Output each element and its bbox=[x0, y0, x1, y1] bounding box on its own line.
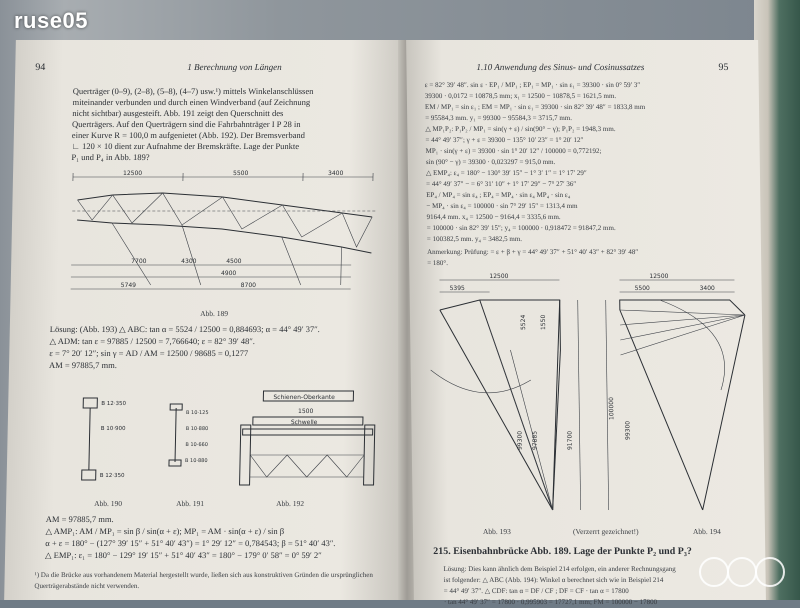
section-label: B 10·880 bbox=[186, 426, 209, 432]
dim-label: 12500 bbox=[489, 273, 508, 280]
section-label: B 10·900 bbox=[101, 426, 126, 432]
text-line: 39300 · 0,0172 = 10878,5 mm; x₁ = 12500 − 10878,5 = 1621,5 mm. bbox=[425, 91, 616, 102]
section-label: B 10·125 bbox=[186, 410, 209, 416]
text-line: = 44° 49′ 37″; γ + ε = 39300 − 135° 10′ 23″ = 1° 20′ 12″ bbox=[425, 135, 583, 146]
text-line: = 44° 49′ 37″ − = 6° 31′ 10″ + 1° 17′ 29″ − 7° 27′ 36″ bbox=[426, 179, 576, 190]
left-page bbox=[4, 40, 411, 600]
figure-193-geometry bbox=[419, 270, 597, 520]
text-line: = 100382,5 mm. y₄ = 3482,5 mm. bbox=[427, 234, 522, 245]
text-line: miteinander verbunden und durch einen Windverband (auf Zeichnung bbox=[72, 97, 310, 108]
exercise-heading: 215. Eisenbahnbrücke Abb. 189. Lage der Punkte P₂ und P₃? bbox=[433, 546, 692, 557]
section-label: B 10·880 bbox=[185, 458, 208, 464]
dim-label: 5500 bbox=[233, 170, 249, 177]
dim-label: 5524 bbox=[520, 315, 527, 330]
dim-label: 4500 bbox=[226, 258, 242, 265]
text-line: Lösung: (Abb. 193) △ ABC: tan α = 5524 / 12500 = 0,884693; α = 44° 49′ 37″. bbox=[50, 324, 320, 335]
left-page-number: 94 bbox=[35, 62, 45, 73]
dim-label: 12500 bbox=[123, 170, 142, 177]
text-line: AM = 97885,7 mm. bbox=[49, 360, 117, 371]
text-line: ∟ 120 × 10 dient zur Aufnahme der Bremskräfte. Lage der Punkte bbox=[72, 141, 300, 152]
fig192-label: 1500 bbox=[298, 408, 314, 415]
fig192-label: Schienen-Oberkante bbox=[273, 394, 335, 401]
figure-caption: Abb. 192 bbox=[276, 498, 304, 509]
right-page-number: 95 bbox=[718, 62, 728, 73]
text-line: EP₄ / MP₄ = sin ε₄ ; EP₄ = MP₄ · sin ε₄ MP₄ · sin ε₄ bbox=[426, 190, 570, 201]
dim-label: 99300 bbox=[624, 421, 631, 440]
dim-label: 5500 bbox=[635, 285, 651, 292]
text-line: EM / MP₁ = sin ε₁ ; EM = MP₁ · sin ε₁ = 39300 · sin 82° 39′ 48″ = 1833,8 mm bbox=[425, 102, 645, 113]
dim-label: 1550 bbox=[540, 315, 547, 330]
dim-label: 100000 bbox=[608, 397, 615, 420]
dim-label: 4900 bbox=[221, 270, 237, 277]
text-line: △ ADM: tan ε = 97885 / 12500 = 7,766640; ε = 82° 39′ 48″. bbox=[49, 336, 255, 347]
text-line: P₁ und P₄ in Abb. 189? bbox=[71, 152, 149, 163]
footnote: ¹) Da die Brücke aus vorhandenem Material hergestellt wurde, ließen sich aus konstruktiven Gründen die ursprünglichen Querträgerabstände nicht verwenden. bbox=[34, 570, 374, 592]
text-line: · tan 44° 49′ 37″ = 17800 · 0,995903 = 17727,1 mm; FM = 100000 − 17800 bbox=[444, 597, 657, 608]
section-label: B 12·350 bbox=[100, 473, 125, 479]
figure-189-truss bbox=[50, 165, 393, 305]
dim-label: 8700 bbox=[241, 282, 257, 289]
text-line: AM = 97885,7 mm. bbox=[46, 514, 114, 525]
text-line: △ MP₁P₂: P₁P₂ / MP₁ = sin(γ + ε) / sin(90° − γ); P₁P₂ = 1948,3 mm. bbox=[425, 124, 615, 135]
dim-label: 5395 bbox=[450, 285, 466, 292]
text-line: △ AMP₁: AM / MP₁ = sin β / sin(α + ε); MP₁ = AM · sin(α + ε) / sin β bbox=[45, 526, 284, 537]
section-label: B 10·660 bbox=[185, 442, 208, 448]
dim-label: 3400 bbox=[328, 170, 344, 177]
text-line: ε = 82° 39′ 48″. sin ε · EP₁ / MP₁ ; EP₁ = MP₁ · sin ε₁ = 39300 · sin 0° 59′ 3″ bbox=[425, 80, 641, 91]
text-line: α + ε = 180° − (127° 39′ 15″ + 51° 40′ 43″) = 1° 29′ 12″ = 0,784543; β = 51° 40′ 43″. bbox=[45, 538, 335, 549]
right-page bbox=[406, 40, 766, 600]
figure-caption: Abb. 191 bbox=[176, 498, 204, 509]
right-running-head: 1.10 Anwendung des Sinus- und Cosinussatzes bbox=[476, 62, 644, 73]
text-line: Lösung: Dies kann ähnlich dem Beispiel 214 erfolgen, ein anderer Rechnungsgang bbox=[443, 564, 675, 575]
dim-label: 12500 bbox=[649, 273, 668, 280]
figure-caption: Abb. 194 bbox=[693, 526, 721, 537]
dim-label: 99300 bbox=[517, 431, 524, 450]
figure-192-track-section bbox=[231, 385, 383, 495]
fig192-label: Schwelle bbox=[291, 419, 318, 426]
text-line: = 180°. bbox=[427, 258, 448, 269]
text-line: △ EMP₄: ε₄ = 180° − 130° 39′ 15″ − 1° 3′ 1″ = 1° 17′ 29″ bbox=[426, 168, 587, 179]
figure-caption: Abb. 189 bbox=[200, 308, 228, 319]
text-line: einer Kurve R = 100,0 m aufgenietet (Abb. 192). Der Bremsverband bbox=[72, 130, 305, 141]
section-label: B 12·350 bbox=[101, 401, 126, 407]
text-line: ε = 7° 20′ 12″; sin γ = AD / AM = 12500 / 98685 = 0,1277 bbox=[49, 348, 248, 359]
figure-194-geometry bbox=[599, 270, 757, 520]
watermark-text: ruse05 bbox=[14, 8, 88, 34]
text-line: − MP₄ · sin ε₄ = 100000 · sin 7° 29′ 15″ = 1313,4 mm bbox=[426, 201, 577, 212]
dim-label: 4300 bbox=[181, 258, 197, 265]
figure-caption: Abb. 190 bbox=[94, 498, 122, 509]
figure-note: (Verzerrt gezeichnet!) bbox=[573, 526, 639, 537]
text-line: MP₁ · sin(γ + ε) = 39300 · sin 1° 20′ 12″ / 100000 = 0,772192; bbox=[426, 146, 602, 157]
text-line: sin (90° − γ) = 39300 · 0,023297 = 915,0 mm. bbox=[426, 157, 556, 168]
text-line: Querträgers. Auf den Querträgern sind die Fahrbahnträger I P 28 in bbox=[72, 119, 301, 130]
figure-191-cross-section bbox=[157, 400, 229, 480]
figure-caption: Abb. 193 bbox=[483, 526, 511, 537]
dim-label: 97885 bbox=[532, 431, 539, 450]
dim-label: 5749 bbox=[121, 282, 137, 289]
text-line: Anmerkung: Prüfung: = ε + β + γ = 44° 49′ 37″ + 51° 40′ 43″ + 82° 39′ 48″ bbox=[427, 247, 638, 258]
text-line: △ EMP₁: ε₁ = 180° − 129° 19′ 15″ + 51° 40′ 43″ = 180° − 179° 0′ 58″ = 0° 59′ 2″ bbox=[45, 550, 322, 561]
text-line: = 100000 · sin 82° 39′ 15″; y₄ = 100000 · 0,918472 = 91847,2 mm. bbox=[427, 223, 616, 234]
text-line: = 44° 49′ 37″. △ CDF: tan α = DF / CF ; DF = CF · tan α = 17800 bbox=[444, 586, 629, 597]
left-running-head: 1 Berechnung von Längen bbox=[187, 62, 282, 73]
dim-label: 7700 bbox=[131, 258, 147, 265]
bazar-logo bbox=[684, 550, 794, 596]
text-line: nicht sichtbar) ausgesteift. Abb. 191 zeigt den Querschnitt des bbox=[72, 108, 283, 119]
dim-label: 91700 bbox=[567, 431, 574, 450]
text-line: ist folgender: △ ABC (Abb. 194): Winkel α berechnet sich wie in Beispiel 214 bbox=[444, 575, 664, 586]
text-line: 9164,4 mm. x₄ = 12500 − 9164,4 = 3335,6 mm. bbox=[426, 212, 560, 223]
text-line: = 95584,3 mm. y₁ = 99300 − 95584,3 = 3715,7 mm. bbox=[425, 113, 572, 124]
dim-label: 3400 bbox=[700, 285, 716, 292]
text-line: Querträger (0–9), (2–8), (5–8), (4–7) usw.¹) mittels Winkelanschlüssen bbox=[73, 86, 314, 97]
